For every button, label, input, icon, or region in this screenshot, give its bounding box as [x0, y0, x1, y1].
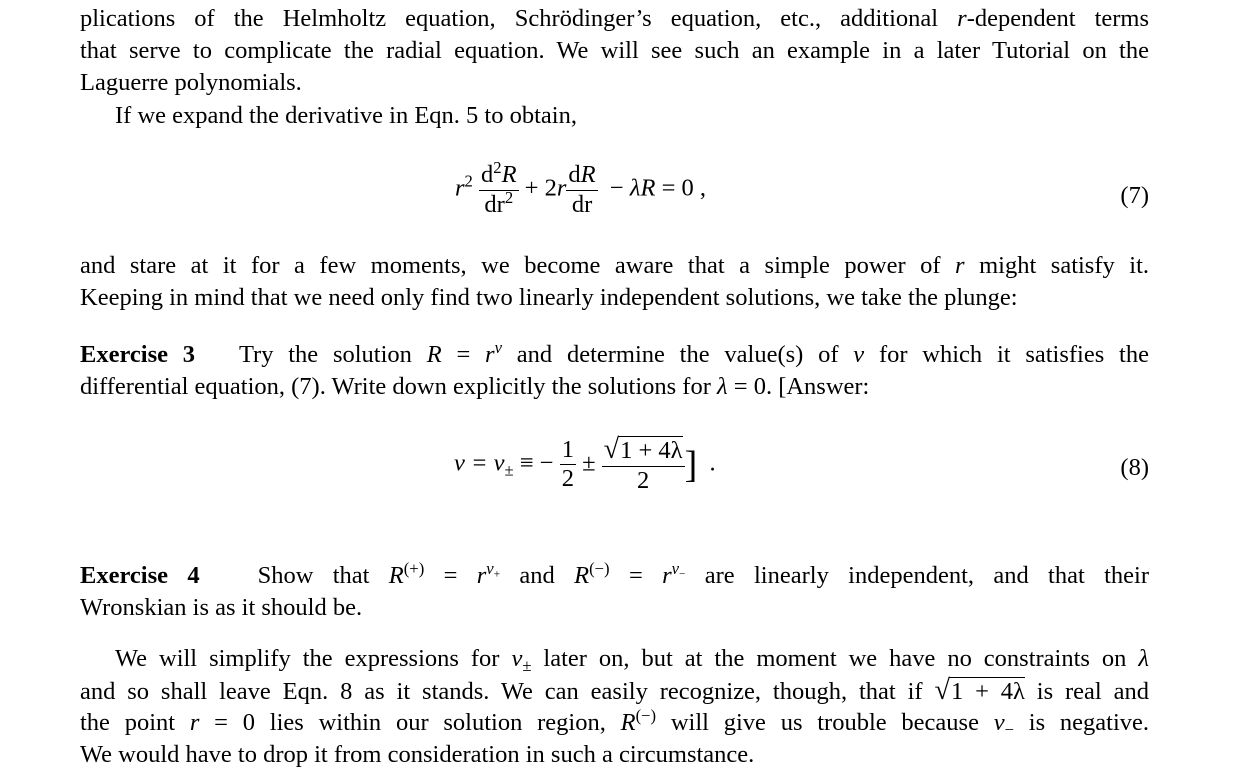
paragraph4-line1: We will simplify the expressions for $\nu_\pm$ later on, but at the moment we have no constraints on λ	[115, 645, 1149, 675]
paragraph3-line1: and stare at it for a few moments, we become aware that a simple power of r might satisfy it.	[80, 252, 1150, 279]
equation-8-number: (8)	[1120, 454, 1149, 481]
exercise3-line1: Exercise 3 Try the solution $R = r^\nu$ and determine the value(s) of ν for which it satisfies the	[80, 337, 1149, 368]
exercise4-label: Exercise 4	[80, 562, 200, 589]
paragraph1-line1: plications of the Helmholtz equation, Schrödinger’s equation, etc., additional r-dependent terms	[80, 5, 1149, 32]
equation-7: $r^2$ $\frac{d^2R}{dr^2}$ + 2r $\frac{dR}{dr}$ − λR = 0 ,	[455, 157, 707, 218]
frac-sqrt: $\frac{√1 + 4\lambda}{2}$	[603, 434, 683, 495]
equation-8: $\nu = \nu_\pm$ ≡ − $\frac{1}{2}$ ± $\frac{√1 + 4\lambda}{2}$ ] .	[454, 434, 716, 495]
exercise3-label: Exercise 3	[80, 341, 196, 368]
frac-d2R-dr2: $\frac{d^2R}{dr^2}$	[481, 157, 517, 218]
paragraph3-line2: Keeping in mind that we need only find two linearly independent solutions, we take the plunge:	[80, 284, 1018, 311]
paragraph2-line1: If we expand the derivative in Eqn. 5 to obtain,	[115, 102, 577, 129]
exercise4-line1: Exercise 4 Show that $R^{(+)} = r^{\nu_+}$ and $R^{(-)} = r^{\nu_-}$ are linearly independent, and that their	[80, 558, 1150, 589]
paragraph1-line2: that serve to complicate the radial equation. We will see such an example in a later Tutorial on the	[80, 37, 1149, 64]
exercise3-line2: differential equation, (7). Write down explicitly the solutions for λ = 0. [Answer:	[80, 373, 870, 400]
frac-dR-dr: $\frac{dR}{dr}$	[568, 161, 596, 218]
paragraph4-line2: and so shall leave Eqn. 8 as it stands. We can easily recognize, though, that if √1 + 4λ is real and	[80, 675, 1149, 706]
paragraph4-line4: We would have to drop it from consideration in such a circumstance.	[80, 741, 755, 768]
paragraph4-line3: the point r = 0 lies within our solution region, R(−) will give us trouble because $\nu_-$ is negative.	[80, 705, 1149, 739]
equation-7-number: (7)	[1120, 182, 1149, 209]
frac-one-half: $\frac{1}{2}$	[561, 435, 574, 493]
paragraph1-line3: Laguerre polynomials.	[80, 69, 302, 96]
exercise4-line2: Wronskian is as it should be.	[80, 594, 363, 621]
